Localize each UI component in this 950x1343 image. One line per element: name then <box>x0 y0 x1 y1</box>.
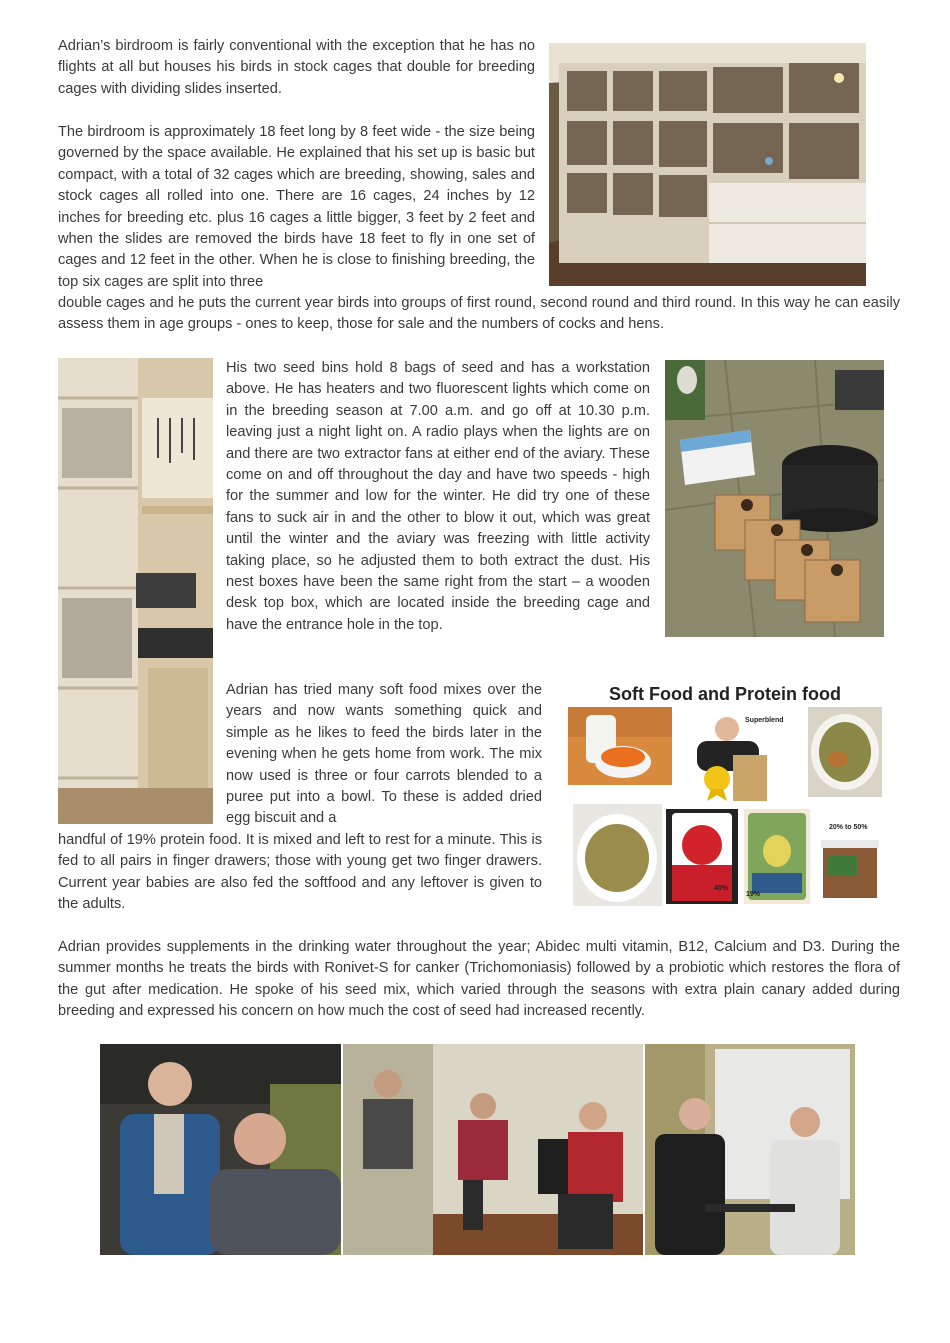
meeting-seated-photo <box>343 1044 643 1255</box>
pct-range-label: 20% to 50% <box>829 824 868 831</box>
birdroom-size-paragraph-cont: double cages and he puts the current year birds into groups of first round, second round and third round. In this way he can easily assess them in age groups - ones to keep, those for sale and the numbers of cocks and hens. <box>58 295 900 333</box>
egg-food-bowl-photo <box>573 804 662 906</box>
seed-mix-bowl-photo <box>808 707 882 797</box>
soft-food-paragraph-cont: handful of 19% protein food. It is mixed and left to rest for a minute. This is fed to all pairs in finger drawers; those with young get two finger drawers. Current year babies are also fed the softfood and any leftover is given to the adults. <box>58 832 542 913</box>
blender-carrot-photo <box>568 707 672 785</box>
superblend-man-photo <box>687 707 793 803</box>
equipment-paragraph: His two seed bins hold 8 bags of seed and has a workstation above. He has heaters and two fluorescent lights which come on in the breeding season at 7.00 a.m. and go off at 10.30 p.m. leaving just a night light on. A radio plays when the lights are on and there are two extractor fans at either end of the aviary. These come on and off throughout the day and have two speeds - high for the summer and low for the winter. He did try one of these fans to suck air in and the other to blow it out, which was great until the winter and the aviary was freezing with little activity taking place, so he adjusted them to both extract the dust. His nest boxes have been the same right from the start – a wooden desk top box, which are located inside the breeding cage and have the entrance hole in the top. <box>226 360 650 633</box>
soft-food-paragraph: Adrian has tried many soft food mixes over the years and now wants something quick and simple as he likes to feed the birds later in the evening when he gets home from work. The mix now used is three or four carrots blended to a puree put into a bowl. To these is added dried egg biscuit and a <box>226 682 542 827</box>
presentation-handshake-photo <box>645 1044 855 1255</box>
superfeed-bag-photo <box>666 809 738 904</box>
intro-paragraph: Adrian’s birdroom is fairly conventional with the exception that he has no flights at all but houses his birds in stock cages that double for breeding cages with dividing slides inserted. <box>58 38 535 97</box>
supplements-paragraph: Adrian provides supplements in the drinking water throughout the year; Abidec multi vitamin, B12, Calcium and D3. During the summer months he treats the birds with Ronivet-S for canker (Trichomoniasis) followed by a probiotic which restores the flora of the gut after medication. He spoke of his seed mix, which varied through the seasons with extra plain canary added during breeding and expressed his concern on how much the cost of seed had increased recently. <box>58 939 900 1020</box>
birdroom-size-paragraph: The birdroom is approximately 18 feet long by 8 feet wide - the size being governed by the space available. He explained that his set up is basic but compact, with a total of 32 cages which are breeding, showing, sales and stock cages all rolled into one. There are 16 cages, 24 inches by 12 inches for breeding etc. plus 16 cages a little bigger, 3 feet by 2 feet and when the slides are removed the birds have 18 feet to fly in one set of cages and 12 feet in the other. When he is close to finishing breeding, the top six cages are split into three <box>58 124 535 290</box>
workstation-photo <box>58 358 213 824</box>
stock-cages-photo <box>549 43 866 286</box>
insect-tub-photo <box>815 820 885 904</box>
superblend-label: Superblend <box>745 717 784 724</box>
meeting-audience-photo <box>100 1044 341 1255</box>
nest-boxes-photo <box>665 360 884 637</box>
pct-19-label: 19% <box>746 891 761 898</box>
collage-title: Soft Food and Protein food <box>609 684 841 704</box>
crumb-bag-photo <box>744 809 810 904</box>
pct-40-label: 40% <box>714 885 729 892</box>
